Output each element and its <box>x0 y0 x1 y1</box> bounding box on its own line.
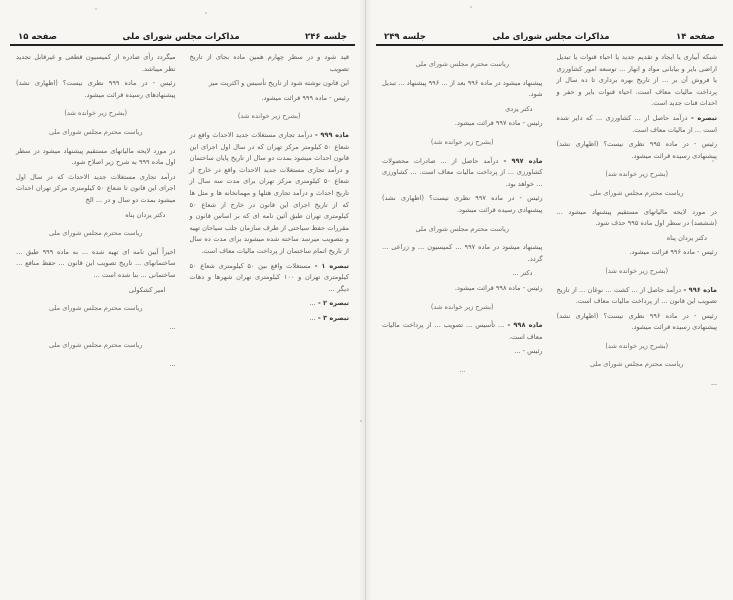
paragraph-text: ریاست محترم مجلس شورای ملی <box>48 229 143 238</box>
scan-speck <box>470 6 472 8</box>
paragraph-text: رئیس - ماده ۹۹۸ قرائت میشود. <box>454 283 543 292</box>
section-heading <box>190 111 350 123</box>
paragraph <box>557 52 718 110</box>
paragraph <box>382 320 543 343</box>
article-label: تبصره - <box>687 113 717 122</box>
paragraph <box>557 378 718 390</box>
paragraph <box>16 172 176 207</box>
scan-speck <box>205 12 207 14</box>
left-page <box>0 0 366 600</box>
paragraph-text: ریاست محترم مجلس شورای ملی <box>589 360 684 369</box>
paragraph-text: (بشرح زیر خوانده شد) <box>605 266 669 275</box>
signature <box>16 210 176 222</box>
paragraph-text: رئیس - ... <box>514 347 543 356</box>
text-columns <box>10 46 355 373</box>
paragraph-text: در مورد لایحه مالیاتهای مستقیم پیشنهاد میشود در سطر اول ماده ۹۹۹ به شرح زیر اصلاح شود. <box>16 146 176 167</box>
paragraph <box>190 298 350 310</box>
paragraph <box>557 311 718 334</box>
article-label: ماده ۹۹۶ - <box>681 285 717 294</box>
paragraph <box>382 118 543 130</box>
paragraph <box>557 139 718 162</box>
paragraph <box>16 78 176 101</box>
paragraph <box>16 146 176 169</box>
paragraph-text: درآمد تجاری مستغلات جدید الاحداث که در سال اول اجرای این قانون تا شعاع ۵۰ کیلومتری مرکز تهران احداث میشود بمدت دو سال و در ... الخ <box>16 172 176 204</box>
paragraph-text: در مورد لایحه مالیاتهای مستقیم پیشنهاد میشود ... (ششصد) در سطر اول ماده ۹۹۵ حذف شود. <box>556 207 717 228</box>
signature <box>557 233 718 245</box>
paragraph-text: ریاست محترم مجلس شورای ملی <box>589 188 684 197</box>
section-heading <box>382 224 543 236</box>
paragraph-text: درآمد حاصل از ... صادرات محصولات کشاورزی ... از پرداخت مالیات معاف است. ... کشاورزی ... خواهد بود. <box>382 156 543 188</box>
section-heading <box>382 59 543 71</box>
section-heading <box>557 266 718 278</box>
running-header <box>10 30 355 46</box>
paragraph-text: ... <box>309 299 316 308</box>
paragraph-text: ... تأسیس ... تصویب ... از پرداخت مالیات معاف است. <box>382 321 543 341</box>
article-label: تبصره ۳ - <box>315 313 349 322</box>
section-heading <box>16 108 176 120</box>
paragraph <box>382 78 543 101</box>
column-left <box>16 52 176 373</box>
paragraph-text: رئیس - در ماده ۹۹۹ نظری نیست؟ (اظهاری نشد) پیشنهادهای رسیده قرائت میشود. <box>16 79 176 99</box>
paragraph-text: پیشنهاد میشود در ماده ۹۹۷ ... کمیسیون ... و زراعی ... گردد. <box>382 243 543 263</box>
paragraph <box>557 247 718 259</box>
paragraph-text: دکتر یزدان پناه <box>666 233 707 242</box>
paragraph-text: ریاست محترم مجلس شورای ملی <box>48 341 143 350</box>
paragraph-text: این قانون نوشته شود از تاریخ تأسیس و اکثریت میز <box>208 79 349 88</box>
paragraph-text: رئیس - ماده ۹۹۶ قرائت میشود. <box>629 248 717 257</box>
paragraph-text: ریاست محترم مجلس شورای ملی <box>415 60 510 68</box>
section-heading <box>16 127 176 139</box>
paragraph-text: اخیراً آیین نامه ای تهیه شده ... به ماده ۹۹۹ طبق ... ساختمانهای ... تاریخ تصویب این قانون ... حفظ منافع ... ساختمانی ... بنا شده است ... <box>16 247 176 279</box>
section-heading <box>557 341 718 353</box>
paragraph <box>190 261 350 296</box>
paragraph <box>190 93 350 105</box>
section-heading <box>16 340 176 352</box>
paragraph-text: (بشرح زیر خوانده شد) <box>605 341 669 350</box>
article-label: تبصره ۱ - <box>310 261 349 270</box>
paragraph-text: ریاست محترم مجلس شورای ملی <box>415 224 510 233</box>
article-label: ماده ۹۹۷ - <box>498 156 543 165</box>
paragraph-text: (بشرح زیر خوانده شد) <box>237 112 301 121</box>
section-heading <box>557 169 718 181</box>
publication-title: مذاکرات مجلس شورای ملی <box>122 32 240 42</box>
paragraph-text: (بشرح زیر خوانده شد) <box>64 109 128 118</box>
paragraph-text: (بشرح زیر خوانده شد) <box>430 302 494 311</box>
paragraph <box>382 283 543 295</box>
paragraph <box>557 207 718 230</box>
paragraph-text: درآمد حاصل از ... کشت ... نوغان ... از تاریخ تصویب این قانون ... از پرداخت مالیات معاف است. <box>556 285 717 306</box>
section-heading <box>557 188 718 200</box>
paragraph <box>16 52 176 75</box>
paragraph <box>190 52 350 75</box>
gutter-shadow <box>366 0 372 600</box>
right-page <box>366 0 733 600</box>
scan-speck <box>95 8 97 10</box>
column-left <box>382 52 543 393</box>
paragraph-text: امیر کشکولی <box>128 285 166 294</box>
section-heading <box>382 137 543 149</box>
paragraph-text: میگردد رأی صادره از کمیسیون قطعی و غیرقابل تجدید نظر میباشد. <box>16 53 176 73</box>
scan-speck <box>360 420 362 422</box>
paragraph <box>382 193 543 216</box>
paragraph <box>190 313 350 325</box>
signature <box>382 104 543 116</box>
paragraph <box>557 113 718 136</box>
paragraph-text: ریاست محترم مجلس شورای ملی <box>48 304 143 313</box>
publication-title: مذاکرات مجلس شورای ملی <box>492 32 610 42</box>
paragraph-text: رئیس - در ماده ۹۹۷ نظری نیست؟ (اظهاری نشد) پیشنهادی رسیده قرائت میشود. <box>382 194 543 214</box>
paragraph-text: دکتر یزدی <box>505 104 533 113</box>
section-heading <box>382 365 543 377</box>
paragraph-text: شبکه آبیاری یا ایجاد و تقدیم جدید یا احیاء قنوات یا تبدیل اراضی بایر و بیابانی مواد و انهار ... توسعه امور کشاورزی یا فروش آن بر ... از تاریخ بهره برداری تا ده سال از پرداخت مالیات معاف است. احیاء قنوات بایر و حفر و احداث قنات جدید است. <box>556 53 717 108</box>
paragraph-text: رئیس - در ماده ۹۹۵ نظری نیست؟ (اظهاری نشد) پیشنهادی رسیده قرائت میشود. <box>556 140 718 160</box>
paragraph-text: درآمد تجاری مستغلات جدید الاحداث واقع در شعاع ۵۰ کیلومتر مرکز تهران که در سال اول اجرای این قانون احداث میشود بمدت دو سال از تاریخ پایان ساختمان و درآمد تجاری مستغلات جدید الاحداث واقع در خارج از شعاع ۵۰ کیلومتری مرکز تهران برای مدت سه سال از تاریخ احداث و درآمد تجاری هتلها و مهمانخانه ها و متل ها که از تاریخ اجرای این قانون در خارج از شعاع ۵۰ کیلومتری تهران طبق آئین نامه ای که بر اساس قانون و مقررات حفظ سیاحتی از طرف سازمان جلب سیاحان تهیه و بتصویب میرسد ساخته شده میشوند برای مدت ده سال از تاریخ اتمام ساختمان از پرداخت مالیات معاف است. <box>189 130 349 255</box>
paragraph-text: (بشرح زیر خوانده شد) <box>605 170 669 179</box>
paragraph <box>16 322 176 334</box>
paragraph-text: مستغلات واقع بین ۵۰ کیلومتری شعاع ۵۰ کیلومتری تهران و ۱۰۰ کیلومتری تهران شهرها و دهات دیگر ... <box>189 261 349 293</box>
paragraph-text: دکتر یزدان پناه <box>125 210 166 219</box>
paragraph <box>382 242 543 265</box>
article-label: ماده ۹۹۸ - <box>504 321 543 330</box>
paragraph <box>557 285 718 308</box>
paragraph-text: ریاست محترم مجلس شورای ملی <box>48 127 143 136</box>
article-label: تبصره ۲ - <box>315 299 349 308</box>
paragraph-text: رئیس - در ماده ۹۹۶ نظری نیست؟ (اظهاری نشد) پیشنهادی رسیده قرائت میشود. <box>556 311 718 332</box>
session-number: جلسه ۲۴۶ <box>305 32 347 42</box>
gutter-shadow <box>359 0 365 600</box>
column-right <box>190 52 350 373</box>
signature <box>16 285 176 297</box>
column-right <box>557 52 718 393</box>
paragraph-text: قید شود و در سطر چهارم همین ماده بجای از تاریخ تصویب <box>189 53 349 73</box>
paragraph <box>382 156 543 191</box>
paragraph <box>16 247 176 282</box>
paragraph-text: ... <box>169 359 176 368</box>
paragraph-text: ... <box>459 365 466 374</box>
page-number: صفحه ۱۵ <box>18 32 57 42</box>
section-heading <box>382 302 543 314</box>
page-number: صفحه ۱۴ <box>676 32 715 42</box>
scan-speck <box>712 160 714 162</box>
paragraph-text: ... <box>169 322 176 331</box>
running-header <box>376 30 723 46</box>
paragraph-text: ... <box>309 313 316 322</box>
paragraph-text: پیشنهاد میشود در ماده ۹۹۶ بعد از ... ۹۹۶ پیشنهاد ... تبدیل شود. <box>382 78 543 99</box>
article-label: ماده ۹۹۹ - <box>312 130 349 139</box>
paragraph-text: رئیس - ماده ۹۹۹ قرائت میشود. <box>261 93 349 102</box>
paragraph <box>190 78 350 90</box>
paragraph <box>16 359 176 371</box>
session-number: جلسه ۲۴۹ <box>384 32 426 42</box>
paragraph <box>190 130 350 258</box>
text-columns <box>376 46 723 393</box>
paragraph-text: رئیس - ماده ۹۹۷ قرائت میشود. <box>454 119 543 128</box>
paragraph-text: درآمد حاصل از ... کشاورزی ... که دایر شده است ... از مالیات معاف است. <box>556 113 717 134</box>
paragraph-text: (بشرح زیر خوانده شد) <box>430 137 494 146</box>
paragraph-text: دکتر ... <box>512 269 533 278</box>
paragraph <box>382 346 543 358</box>
paragraph-text: ... <box>711 379 717 388</box>
signature <box>382 268 543 280</box>
section-heading <box>557 359 718 371</box>
section-heading <box>16 303 176 315</box>
section-heading <box>16 228 176 240</box>
